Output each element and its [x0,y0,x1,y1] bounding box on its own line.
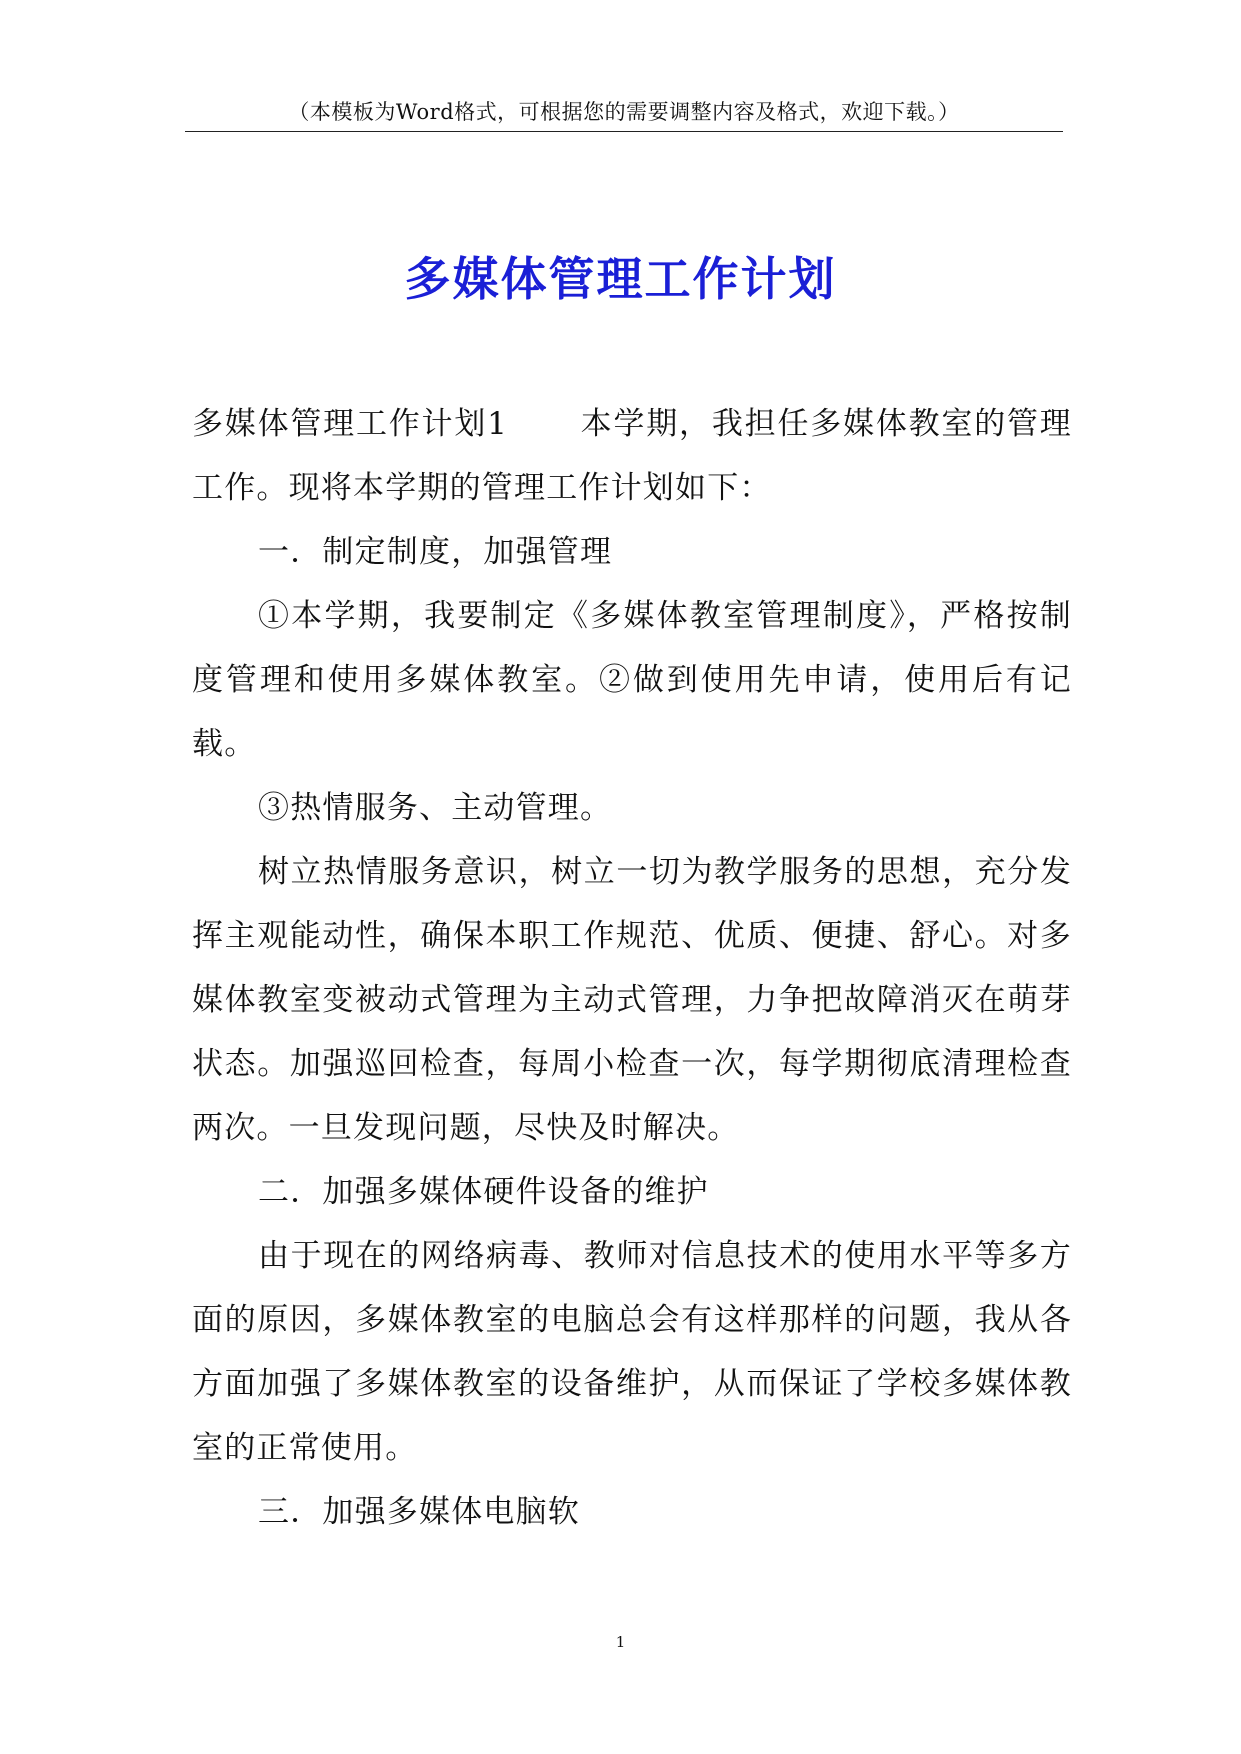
section-heading-3: 三．加强多媒体电脑软 [258,1494,580,1530]
section2-paragraph: 由于现在的网络病毒、教师对信息技术的使用水平等多方面的原因，多媒体教室的电脑总会有这样那样的问题，我从各方面加强了多媒体教室的设备维护，从而保证了学校多媒体教室的正常使用。 [192,1238,1072,1466]
section-heading-1: 一．制定制度，加强管理 [258,534,613,570]
document-body [192,392,1072,1544]
page-number: 1 [615,1633,626,1651]
plan-heading: 多媒体管理工作计划1 [192,406,509,442]
header-divider [185,131,1063,132]
template-note: （本模板为Word格式，可根据您的需要调整内容及格式，欢迎下载。） [288,100,960,124]
section1-paragraph-3: 树立热情服务意识，树立一切为教学服务的思想，充分发挥主观能动性，确保本职工作规范、优质、便捷、舒心。对多媒体教室变被动式管理为主动式管理，力争把故障消灭在萌芽状态。加强巡回检查，每周小检查一次，每学期彻底清理检查两次。一旦发现问题，尽快及时解决。 [192,854,1072,1146]
intro-paragraph [192,392,1072,520]
section-heading-2: 二．加强多媒体硬件设备的维护 [258,1174,709,1210]
intro-text: 本学期，我担任多媒体教室的管理工作。现将本学期的管理工作计划如下： [192,406,1072,506]
section1-paragraph-1: ①本学期，我要制定《多媒体教室管理制度》，严格按制度管理和使用多媒体教室。②做到使用先申请，使用后有记载。 [192,598,1072,762]
section1-paragraph-2: ③热情服务、主动管理。 [258,790,613,826]
document-title: 多媒体管理工作计划 [404,251,837,306]
